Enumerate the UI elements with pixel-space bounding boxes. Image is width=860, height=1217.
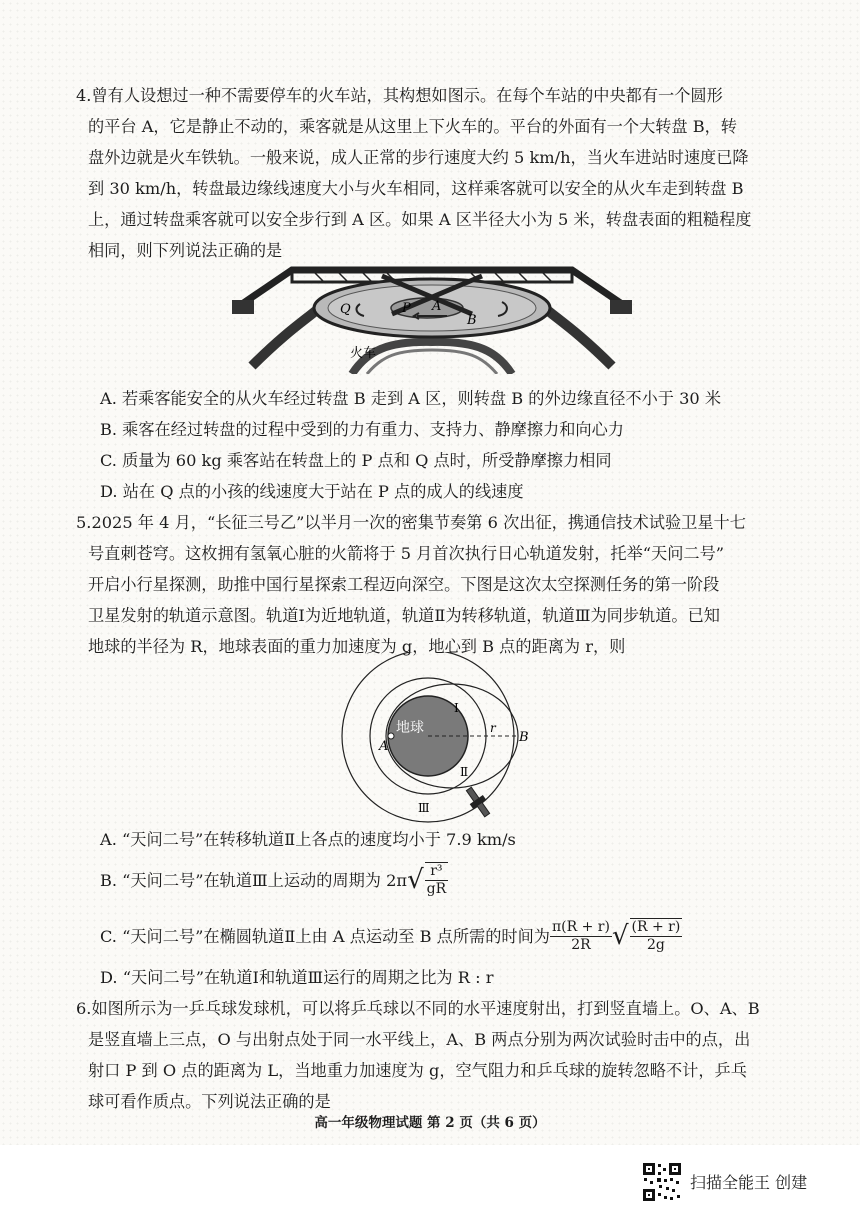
option-c-sqrt-denominator: 2g — [646, 937, 665, 953]
option-b-denominator: gR — [426, 881, 447, 897]
orbit-2-label: Ⅱ — [460, 765, 469, 779]
figure-label-p: P — [402, 301, 411, 316]
question-5-option-a: A. “天问二号”在转移轨道Ⅱ上各点的速度均小于 7.9 km/s — [100, 830, 516, 849]
orbit-3-label: Ⅲ — [418, 801, 430, 815]
satellite-icon — [462, 784, 493, 819]
option-b-numerator: r³ — [425, 863, 449, 881]
question-5-option-d: D. “天问二号”在轨道Ⅰ和轨道Ⅲ运行的周期之比为 R : r — [100, 968, 494, 987]
question-4-option-d: D. 站在 Q 点的小孩的线速度大于站在 P 点的成人的线速度 — [100, 482, 524, 501]
turntable-station-figure — [232, 256, 632, 374]
question-4 — [76, 80, 800, 266]
question-6-line-2: 是竖直墙上三点，O 与出射点处于同一水平线上，A、B 两点分别为两次试验时击中的点，出 — [88, 1030, 751, 1049]
qr-code-icon — [642, 1162, 682, 1202]
question-4-line-3: 盘外边就是火车铁轨。一般来说，成人正常的步行速度大约 5 km/h，当火车进站时速度已降 — [88, 148, 749, 167]
scanner-brand-text: 扫描全能王 创建 — [690, 1173, 808, 1192]
question-6 — [76, 993, 800, 1117]
option-c-frac-denominator: 2R — [571, 936, 591, 953]
option-c-sqrt-numerator: (R + r) — [631, 919, 681, 935]
question-5-line-5: 地球的半径为 R，地球表面的重力加速度为 g，地心到 B 点的距离为 r，则 — [88, 637, 626, 656]
question-5-line-1: 2025 年 4 月，“长征三号乙”以半月一次的密集节奏第 6 次出征，携通信技术试验卫星十七 — [91, 513, 746, 532]
question-6-number: 6. — [76, 999, 92, 1018]
question-6-line-4: 球可看作质点。下列说法正确的是 — [88, 1092, 331, 1111]
question-4-number: 4. — [76, 86, 92, 105]
question-5-line-2: 号直刺苍穹。这枚拥有氢氧心脏的火箭将于 5 月首次执行日心轨道发射，托举“天问二号” — [88, 544, 725, 563]
question-4-option-b: B. 乘客在经过转盘的过程中受到的力有重力、支持力、静摩擦力和向心力 — [100, 420, 624, 439]
earth-label: 地球 — [396, 720, 424, 736]
page-footer: 高一年级物理试题 第 2 页（共 6 页） — [314, 1115, 546, 1131]
question-5-option-b: B. “天问二号”在轨道Ⅲ上运动的周期为 2π √ $\frac{\text{r³}}{gR}$ — [100, 863, 447, 897]
orbit-1-label: Ⅰ — [454, 701, 459, 715]
question-4-line-5: 上，通过转盘乘客就可以安全步行到 A 区。如果 A 区半径大小为 5 米，转盘表面的粗糙程度 — [88, 210, 752, 229]
question-4-line-1: 曾有人设想过一种不需要停车的火车站，其构想如图示。在每个车站的中央都有一个圆形 — [91, 86, 723, 105]
question-4-line-2: 的平台 A，它是静止不动的，乘客就是从这里上下火车的。平台的外面有一个大转盘 B，转 — [88, 117, 737, 136]
question-4-option-a: A. 若乘客能安全的从火车经过转盘 B 走到 A 区，则转盘 B 的外边缘直径不小于 30 米 — [100, 389, 722, 408]
question-6-line-3: 射口 P 到 O 点的距离为 L，当地重力加速度为 g，空气阻力和乒乓球的旋转忽略不计，乒乓 — [88, 1061, 747, 1080]
question-6-line-1: 如图所示为一乒乓球发球机，可以将乒乓球以不同的水平速度射出，打到竖直墙上。O、A、B — [91, 999, 760, 1018]
point-b-label: B — [519, 730, 529, 745]
option-c-text: C. “天问二号”在椭圆轨道Ⅱ上由 A 点运动至 B 点所需的时间为 — [100, 926, 550, 946]
question-4-line-6: 相同，则下列说法正确的是 — [88, 241, 283, 260]
question-5-line-4: 卫星发射的轨道示意图。轨道Ⅰ为近地轨道，轨道Ⅱ为转移轨道，轨道Ⅲ为同步轨道。已知 — [88, 606, 720, 625]
option-b-text: B. “天问二号”在轨道Ⅲ上运动的周期为 2π — [100, 870, 408, 890]
figure-label-train: 火车 — [350, 346, 377, 361]
question-5-number: 5. — [76, 513, 92, 532]
radius-label: r — [490, 721, 496, 735]
question-5-line-3: 开启小行星探测，助推中国行星探索工程迈向深空。下图是这次太空探测任务的第一阶段 — [88, 575, 720, 594]
point-a-label: A — [379, 739, 389, 754]
option-c-frac-numerator: π(R + r) — [551, 918, 610, 935]
question-4-line-4: 到 30 km/h，转盘最边缘线速度大小与火车相同，这样乘客就可以安全的从火车走到转盘 B — [88, 179, 744, 198]
figure-label-q: Q — [340, 302, 351, 317]
question-5-option-c: C. “天问二号”在椭圆轨道Ⅱ上由 A 点运动至 B 点所需的时间为 $\frac{\pi(R + r)}{2R}$ √ $\frac{(R + r)}{2g}$ — [100, 918, 681, 953]
figure-label-b: B — [467, 313, 477, 328]
orbit-figure — [338, 652, 538, 827]
figure-label-a: A — [432, 299, 442, 314]
question-5 — [76, 507, 800, 662]
question-4-option-c: C. 质量为 60 kg 乘客站在转盘上的 P 点和 Q 点时，所受静摩擦力相同 — [100, 451, 612, 470]
